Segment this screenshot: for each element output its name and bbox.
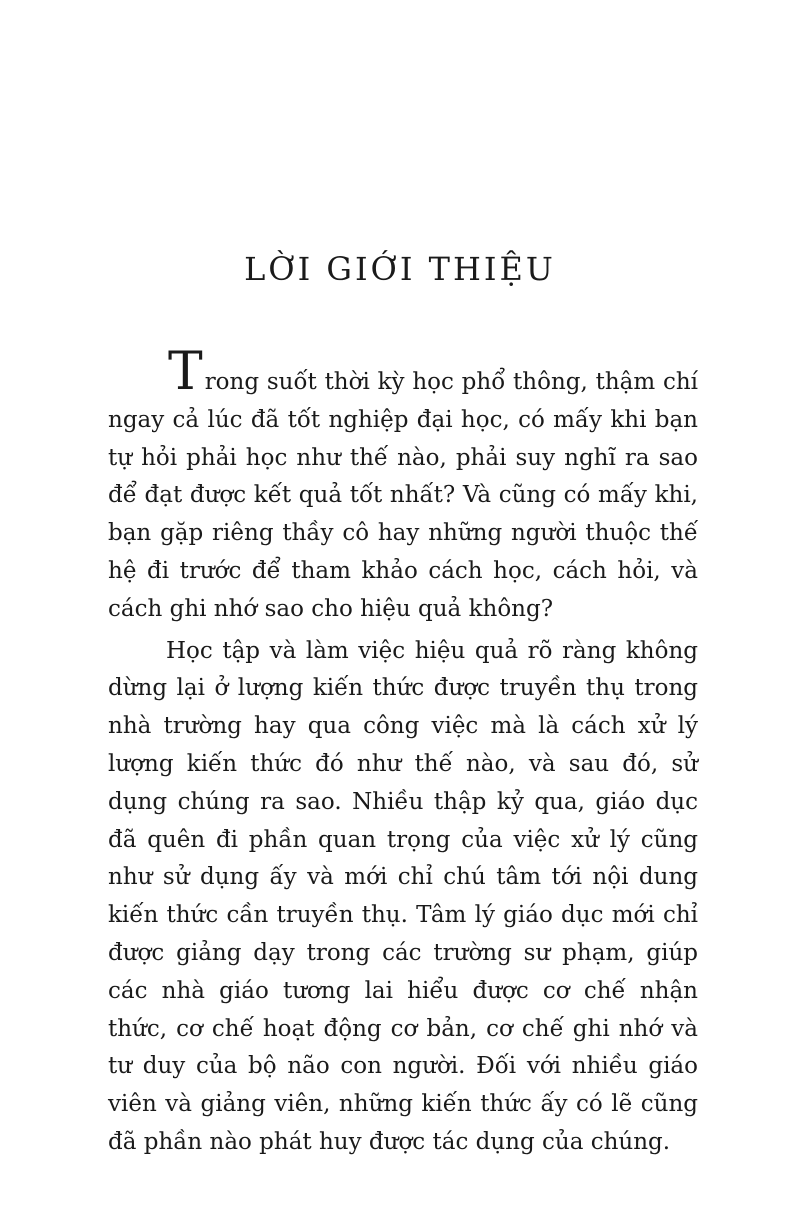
body-text [108,342,698,1162]
drop-cap: T [168,342,203,402]
paragraph-1 [108,342,698,629]
paragraph-1-text: rong suốt thời kỳ học phổ thông, thậm chí ngay cả lúc đã tốt nghiệp đại học, có mấy khi bạn tự hỏi phải học như thế nào, phải suy nghĩ ra sao để đạt được kết quả tốt nhất? Và cũng có mấy khi, bạn gặp riêng thầy cô hay những người thuộc thế hệ đi trước để tham khảo cách học, cách hỏi, và cách ghi nhớ sao cho hiệu quả không? [108,369,698,622]
page-title: LỜI GIỚI THIỆU [244,250,556,288]
paragraph-2: Học tập và làm việc hiệu quả rõ ràng không dừng lại ở lượng kiến thức được truyền thụ trong nhà trường hay qua công việc mà là cách xử lý lượng kiến thức đó như thế nào, và sau đó, sử dụng chúng ra sao. Nhiều thập kỷ qua, giáo dục đã quên đi phần quan trọng của việc xử lý cũng như sử dụng ấy và mới chỉ chú tâm tới nội dung kiến thức cần truyền thụ. Tâm lý giáo dục mới chỉ được giảng dạy trong các trường sư phạm, giúp các nhà giáo tương lai hiểu được cơ chế nhận thức, cơ chế hoạt động cơ bản, cơ chế ghi nhớ và tư duy của bộ não con người. Đối với nhiều giáo viên và giảng viên, những kiến thức ấy có lẽ cũng đã phần nào phát huy được tác dụng của chúng. [108,637,698,1155]
